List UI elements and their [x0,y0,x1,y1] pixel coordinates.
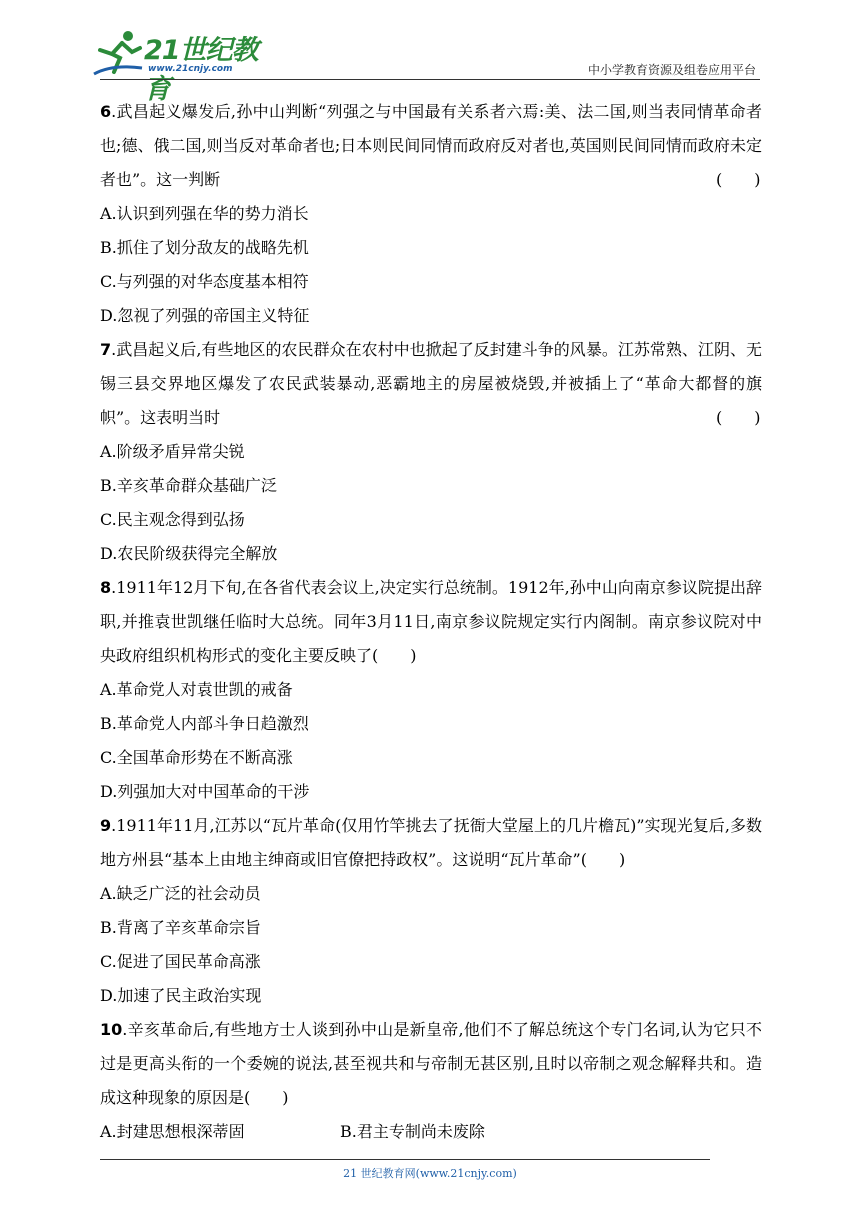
question-stem [100,333,762,435]
logo-text: 21世纪教育 [144,35,258,105]
question-text: .1911年11月,江苏以“瓦片革命(仅用竹竿挑去了抚衙大堂屋上的几片檐瓦)”实现光复后,多数地方州县“基本上由地主绅商或旧官僚把持政权”。这说明“瓦片革命”( ) [100,816,762,869]
option-a: A.认识到列强在华的势力消长 [100,204,309,223]
option-a: A.阶级矛盾异常尖锐 [100,442,245,461]
question-text: .辛亥革命后,有些地方士人谈到孙中山是新皇帝,他们不了解总统这个专门名词,认为它只不过是更高头衔的一个委婉的说法,甚至视共和与帝制无甚区别,且时以帝制之观念解释共和。造成这种现象的原因是( ) [100,1020,762,1107]
option-row [100,1115,762,1149]
question-number: 9 [100,816,112,835]
page-footer: 21 世纪教育网(www.21cnjy.com) [343,1167,517,1180]
question-6 [100,95,762,333]
question-stem [100,1013,762,1115]
option-b: B.君主专制尚未废除 [340,1122,485,1141]
option-c: C.全国革命形势在不断高涨 [100,748,293,767]
option-d: D.忽视了列强的帝国主义特征 [100,306,310,325]
question-stem [100,571,762,673]
option-b: B.背离了辛亥革命宗旨 [100,918,261,937]
question-number: 10 [100,1020,123,1039]
logo-url: www.21cnjy.com [148,64,233,74]
platform-title: 中小学教育资源及组卷应用平台 [587,63,756,77]
question-9 [100,809,762,1013]
logo [92,28,262,105]
header-divider [100,79,760,80]
answer-bracket: ( ) [716,408,761,427]
question-list [100,95,762,1149]
option-d: D.加速了民主政治实现 [100,986,262,1005]
question-text: .武昌起义爆发后,孙中山判断“列强之与中国最有关系者六焉:美、法二国,则当表同情革命者也;德、俄二国,则当反对革命者也;日本则民间同情而政府反对者也,英国则民间同情而政府未定者也”。这一判断 [100,102,762,189]
question-8 [100,571,762,809]
answer-bracket: ( ) [716,170,761,189]
option-a: A.封建思想根深蒂固 [100,1122,245,1141]
question-number: 7 [100,340,112,359]
question-7 [100,333,762,571]
runner-logo-icon [92,28,144,78]
question-number: 8 [100,578,112,597]
question-10 [100,1013,762,1149]
question-stem [100,809,762,877]
option-a: A.缺乏广泛的社会动员 [100,884,261,903]
question-stem [100,95,762,197]
question-text: .1911年12月下旬,在各省代表会议上,决定实行总统制。1912年,孙中山向南京参议院提出辞职,并推袁世凯继任临时大总统。同年3月11日,南京参议院规定实行内阁制。南京参议院对中央政府组织机构形式的变化主要反映了( ) [100,578,762,665]
option-b: B.抓住了划分敌友的战略先机 [100,238,309,257]
option-b: B.辛亥革命群众基础广泛 [100,476,277,495]
footer-divider [100,1159,710,1160]
option-a: A.革命党人对袁世凯的戒备 [100,680,293,699]
page-header [0,0,860,105]
question-text: .武昌起义后,有些地区的农民群众在农村中也掀起了反封建斗争的风暴。江苏常熟、江阴、无锡三县交界地区爆发了农民武装暴动,恶霸地主的房屋被烧毁,并被插上了“革命大都督的旗帜”。这表明当时 [100,340,762,427]
option-c: C.促进了国民革命高涨 [100,952,261,971]
question-number: 6 [100,102,112,121]
option-b: B.革命党人内部斗争日趋激烈 [100,714,309,733]
option-c: C.与列强的对华态度基本相符 [100,272,309,291]
option-d: D.列强加大对中国革命的干涉 [100,782,310,801]
option-d: D.农民阶级获得完全解放 [100,544,278,563]
option-c: C.民主观念得到弘扬 [100,510,245,529]
